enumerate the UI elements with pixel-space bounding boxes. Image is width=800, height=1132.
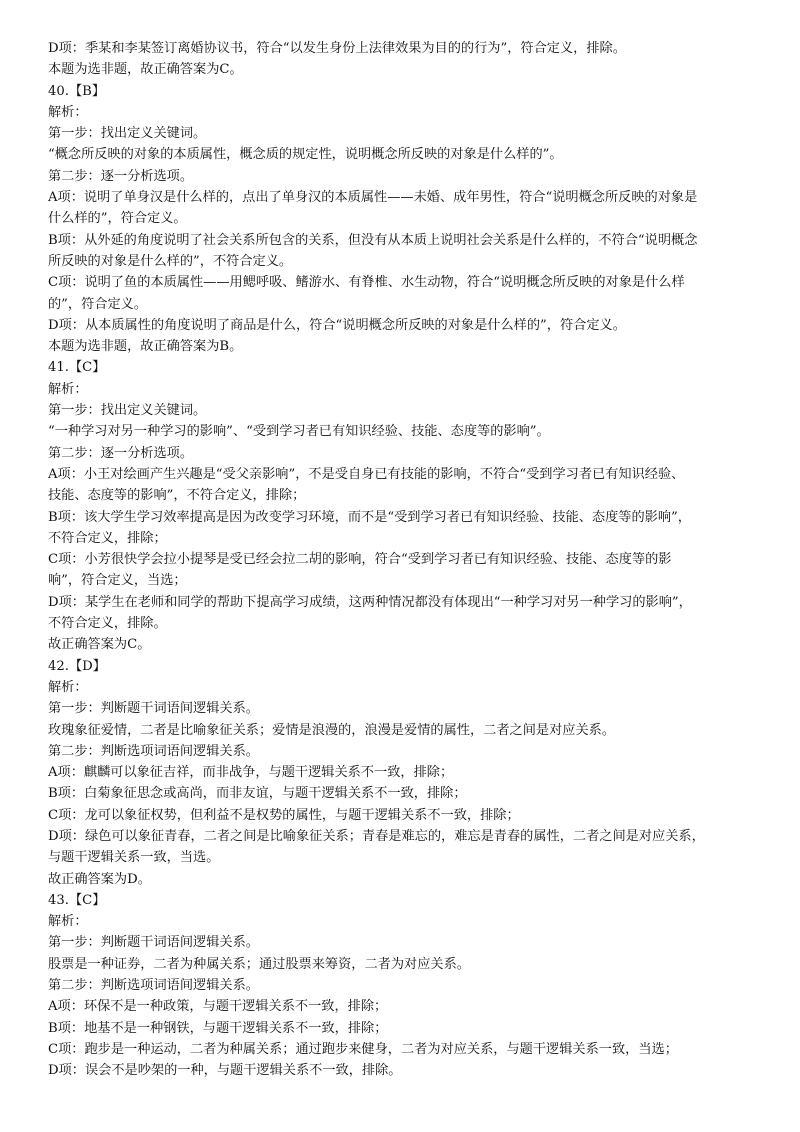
text-line: 第二步：逐一分析选项。 (48, 445, 194, 461)
text-line: 本题为选非题，故正确答案为B。 (48, 339, 243, 355)
text-line: D项：误会不是吵架的一种，与题干逻辑关系不一致，排除。 (48, 1063, 402, 1079)
text-line: B项：白菊象征思念或高尚，而非友谊，与题干逻辑关系不一致，排除； (48, 786, 467, 802)
text-line: 什么样的”，符合定义。 (48, 211, 187, 227)
text-line: 不符合定义，排除； (48, 530, 167, 546)
text-line: 故正确答案为D。 (48, 871, 151, 887)
text-line: C项：跑步是一种运动，二者为种属关系；通过跑步来健身，二者为对应关系，与题干逻辑关系一致，当选； (48, 1041, 678, 1057)
text-line: 不符合定义，排除。 (48, 616, 167, 632)
text-line: “概念所反映的对象的本质属性，概念质的规定性，说明概念所反映的对象是什么样的”。 (48, 147, 563, 163)
text-line: B项：该大学生学习效率提高是因为改变学习环境，而不是“受到学习者已有知识经验、技能、态度等的影响”， (48, 509, 691, 525)
text-line: C项：小芳很快学会拉小提琴是受已经会拉二胡的影响，符合“受到学习者已有知识经验、技能、态度等的影 (48, 552, 672, 568)
answer-explanation-text (48, 38, 760, 1082)
text-line: 故正确答案为C。 (48, 637, 151, 653)
text-line: 第二步：逐一分析选项。 (48, 168, 194, 184)
text-line: 第二步：判断选项词语间逻辑关系。 (48, 743, 259, 759)
text-line: 响”，符合定义，当选； (48, 573, 187, 589)
text-line: “一种学习对另一种学习的影响”、“受到学习者已有知识经验、技能、态度等的影响”。 (48, 424, 550, 440)
text-line: 解析： (48, 104, 88, 120)
text-line: 本题为选非题，故正确答案为C。 (48, 62, 243, 78)
text-line: 42.【D】 (48, 658, 106, 674)
text-line: A项：环保不是一种政策，与题干逻辑关系不一致，排除； (48, 999, 388, 1015)
text-line: 解析： (48, 914, 88, 930)
text-line: C项：龙可以象征权势，但利益不是权势的属性，与题干逻辑关系不一致，排除； (48, 807, 520, 823)
text-line: 技能、态度等的影响”，不符合定义，排除； (48, 488, 306, 504)
text-line: D项：绿色可以象征青春，二者之间是比喻象征关系；青春是难忘的，难忘是青春的属性，二者之间是对应关系， (48, 828, 705, 844)
text-line: 玫瑰象征爱情，二者是比喻象征关系；爱情是浪漫的，浪漫是爱情的属性，二者之间是对应关系。 (48, 722, 616, 738)
text-line: 解析： (48, 679, 88, 695)
text-line: B项：从外延的角度说明了社会关系所包含的关系，但没有从本质上说明社会关系是什么样的，不符合“说明概念 (48, 232, 698, 248)
text-line: 解析： (48, 381, 88, 397)
text-line: 第一步：找出定义关键词。 (48, 126, 207, 142)
text-line: 第一步：判断题干词语间逻辑关系。 (48, 701, 259, 717)
text-line: A项：说明了单身汉是什么样的，点出了单身汉的本质属性——未婚、成年男性，符合“说明概念所反映的对象是 (48, 190, 698, 206)
text-line: D项：某学生在老师和同学的帮助下提高学习成绩，这两种情况都没有体现出“一种学习对另一种学习的影响”， (48, 594, 692, 610)
text-line: 43.【C】 (48, 892, 106, 908)
text-line: 第二步：判断选项词语间逻辑关系。 (48, 978, 259, 994)
text-line: 与题干逻辑关系一致，当选。 (48, 850, 220, 866)
text-line: A项：麒麟可以象征吉祥，而非战争，与题干逻辑关系不一致，排除； (48, 765, 454, 781)
text-line: 股票是一种证券，二者为种属关系；通过股票来筹资，二者为对应关系。 (48, 956, 470, 972)
text-line: 41.【C】 (48, 360, 106, 376)
text-line: 所反映的对象是什么样的”，不符合定义。 (48, 253, 293, 269)
text-line: 第一步：找出定义关键词。 (48, 403, 207, 419)
text-line: D项：从本质属性的角度说明了商品是什么，符合“说明概念所反映的对象是什么样的”，符合定义。 (48, 317, 626, 333)
text-line: 第一步：判断题干词语间逻辑关系。 (48, 935, 259, 951)
text-line: 的”，符合定义。 (48, 296, 148, 312)
text-line: C项：说明了鱼的本质属性——用鳃呼吸、鳍游水、有脊椎、水生动物，符合“说明概念所反映的对象是什么样 (48, 275, 685, 291)
text-line: D项：季某和李某签订离婚协议书，符合“以发生身份上法律效果为目的的行为”，符合定义，排除。 (48, 41, 626, 56)
text-line: A项：小王对绘画产生兴趣是“受父亲影响”，不是受自身已有技能的影响，不符合“受到学习者已有知识经验、 (48, 466, 685, 482)
text-line: B项：地基不是一种钢铁，与题干逻辑关系不一致，排除； (48, 1020, 388, 1036)
text-line: 40.【B】 (48, 83, 106, 99)
